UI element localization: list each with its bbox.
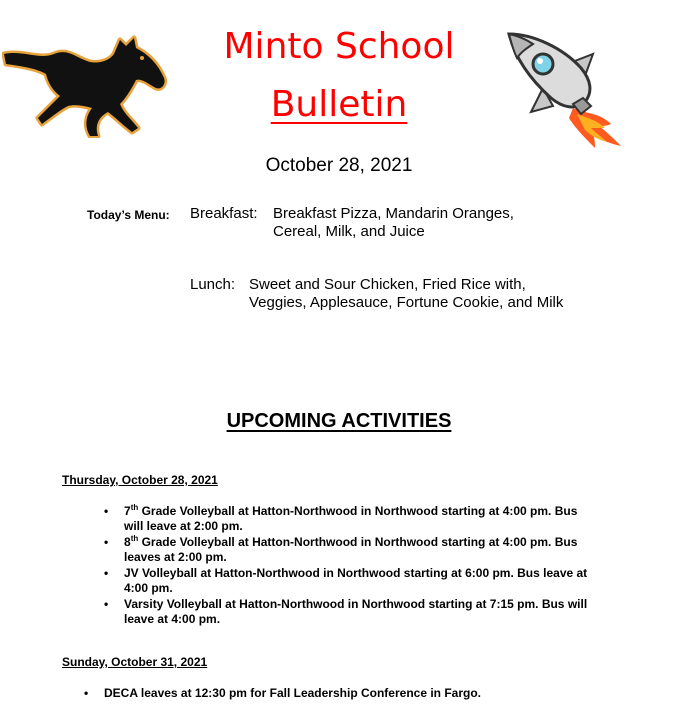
upcoming-activities-heading: UPCOMING ACTIVITIES [226, 410, 452, 432]
bullet-icon: • [104, 535, 109, 549]
day-heading-sunday: Sunday, October 31, 2021 [62, 655, 208, 669]
menu-label: Today’s Menu: [87, 208, 170, 222]
lunch-label: Lunch: [190, 276, 236, 293]
list-item-text: Grade Volleyball at Hatton-Northwood in Northwood starting at 4:00 pm. Bus will leave at 2:00 pm. [124, 504, 578, 533]
list-item-prefix: 8 [124, 535, 131, 549]
bulletin-title: Bulletin [270, 84, 408, 125]
list-item-superscript: th [130, 534, 139, 543]
list-item-text: DECA leaves at 12:30 pm for Fall Leadership Conference in Fargo. [104, 686, 481, 700]
bulletin-date: October 28, 2021 [265, 155, 413, 176]
lunch-items: Sweet and Sour Chicken, Fried Rice with, Veggies, Applesauce, Fortune Cookie, and Milk [249, 276, 564, 311]
school-title: Minto School [223, 26, 455, 67]
breakfast-items: Breakfast Pizza, Mandarin Oranges, Cereal, Milk, and Juice [273, 205, 514, 240]
list-item [104, 504, 594, 534]
list-item [104, 535, 594, 565]
bullet-icon: • [104, 597, 109, 611]
list-item [104, 597, 594, 627]
bullet-icon: • [84, 686, 89, 700]
list-item [84, 686, 574, 701]
bullet-icon: • [104, 504, 109, 518]
activity-list-sunday [84, 686, 574, 702]
bullet-icon: • [104, 566, 109, 580]
activity-list-thursday [104, 504, 594, 628]
list-item-text: Varsity Volleyball at Hatton-Northwood in Northwood starting at 7:15 pm. Bus will leave at 4:00 pm. [124, 597, 588, 626]
breakfast-label: Breakfast: [190, 205, 258, 222]
list-item-prefix: 7 [124, 504, 131, 518]
day-heading-thursday: Thursday, October 28, 2021 [62, 473, 218, 487]
list-item [104, 566, 594, 596]
list-item-superscript: th [130, 503, 139, 512]
list-item-text: JV Volleyball at Hatton-Northwood in Northwood starting at 6:00 pm. Bus leave at 4:00 pm. [124, 566, 588, 595]
list-item-text: Grade Volleyball at Hatton-Northwood in Northwood starting at 4:00 pm. Bus leaves at 2:00 pm. [124, 535, 578, 564]
